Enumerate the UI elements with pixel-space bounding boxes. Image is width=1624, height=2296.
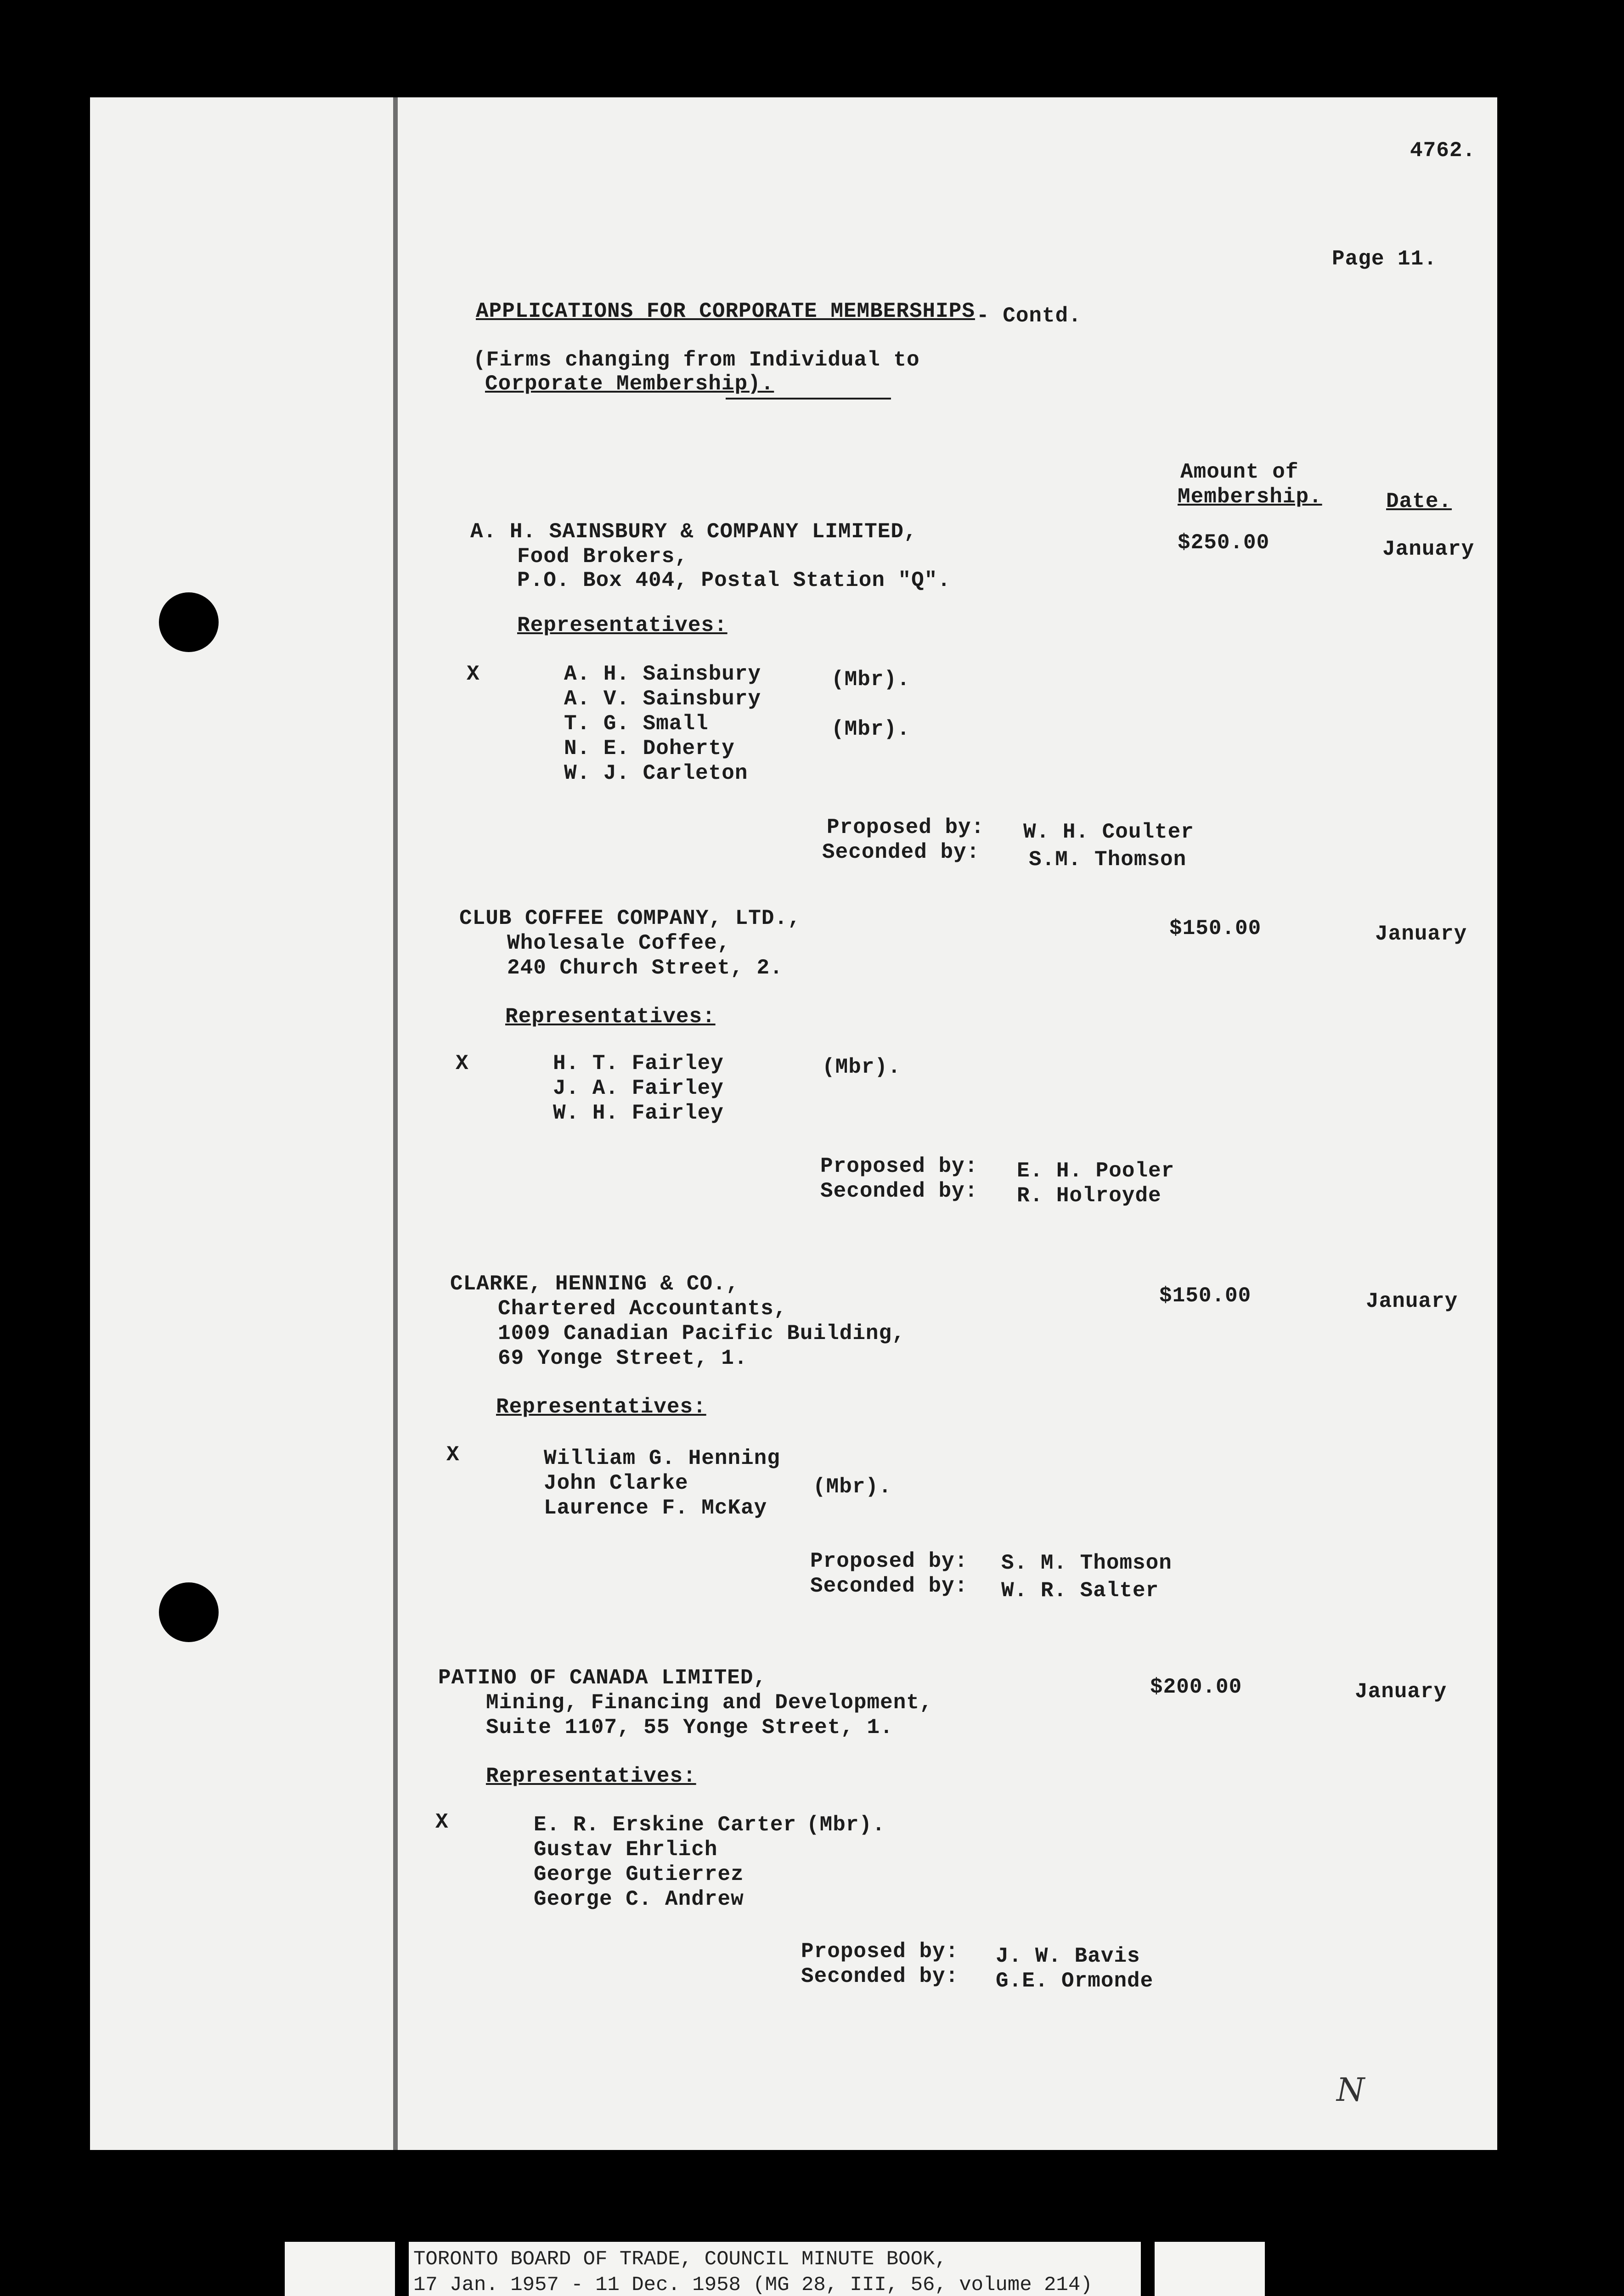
rep-mark: X [456, 1052, 469, 1075]
membership-amount: $200.00 [1150, 1675, 1242, 1699]
rep-role: (Mbr). [806, 1813, 885, 1837]
handwritten-mark: N [1336, 2071, 1365, 2109]
company-line-4: 69 Yonge Street, 1. [498, 1346, 748, 1370]
seconded-by: R. Holroyde [1017, 1184, 1162, 1208]
company-name: CLUB COFFEE COMPANY, LTD., [459, 906, 801, 930]
punch-hole-top [159, 592, 219, 652]
rep-role: (Mbr). [831, 717, 910, 741]
rep-name: Laurence F. McKay [544, 1496, 767, 1520]
proposed-label: Proposed by: [801, 1940, 959, 1964]
proposed-by: W. H. Coulter [1023, 820, 1194, 844]
proposed-label: Proposed by: [810, 1549, 968, 1573]
proposed-by: J. W. Bavis [996, 1944, 1140, 1968]
amount-column-header-2: Membership. [1178, 485, 1322, 509]
company-line-3: 1009 Canadian Pacific Building, [498, 1322, 905, 1345]
seconded-label: Seconded by: [820, 1179, 978, 1203]
membership-amount: $150.00 [1159, 1284, 1252, 1308]
rep-name: W. J. Carleton [564, 761, 748, 785]
punch-hole-bottom [159, 1582, 219, 1642]
company-name: PATINO OF CANADA LIMITED, [438, 1666, 767, 1690]
rep-name: J. A. Fairley [553, 1076, 724, 1100]
company-name: CLARKE, HENNING & CO., [450, 1272, 739, 1296]
membership-date: January [1382, 537, 1475, 561]
amount-column-header-1: Amount of [1180, 460, 1299, 484]
subtitle-rule [726, 398, 891, 400]
company-line-2: Food Brokers, [517, 545, 688, 568]
title-suffix: - Contd. [976, 304, 1082, 328]
rep-name: N. E. Doherty [564, 737, 735, 760]
rep-name: George C. Andrew [534, 1887, 744, 1911]
membership-date: January [1375, 922, 1467, 946]
membership-date: January [1366, 1289, 1458, 1313]
company-line-3: P.O. Box 404, Postal Station "Q". [517, 568, 951, 592]
company-line-3: 240 Church Street, 2. [507, 956, 783, 980]
representatives-label: Representatives: [517, 613, 727, 637]
rep-mark: X [435, 1810, 449, 1834]
rep-mark: X [467, 662, 480, 686]
date-column-header: Date. [1386, 490, 1452, 513]
document-page [90, 97, 1497, 2150]
rep-name: T. G. Small [564, 712, 709, 736]
rep-name: E. R. Erskine Carter [534, 1813, 797, 1837]
source-line-2: 17 Jan. 1957 - 11 Dec. 1958 (MG 28, III, 56, volume 214) [413, 2273, 1093, 2296]
label-tab-left [395, 2242, 409, 2296]
rep-name: A. H. Sainsbury [564, 662, 761, 686]
company-line-2: Wholesale Coffee, [507, 931, 731, 955]
rep-name: John Clarke [544, 1471, 688, 1495]
proposed-label: Proposed by: [827, 816, 985, 839]
rep-name: George Gutierrez [534, 1863, 744, 1886]
seconded-by: S.M. Thomson [1029, 848, 1187, 872]
seconded-label: Seconded by: [810, 1574, 968, 1598]
rep-name: Gustav Ehrlich [534, 1838, 718, 1862]
seconded-label: Seconded by: [822, 840, 980, 864]
proposed-label: Proposed by: [820, 1154, 978, 1178]
rep-role: (Mbr). [831, 668, 910, 692]
rep-role: (Mbr). [813, 1475, 892, 1499]
folio-number: 4762. [1410, 139, 1476, 163]
membership-amount: $250.00 [1178, 531, 1270, 555]
company-line-2: Mining, Financing and Development, [486, 1691, 933, 1715]
label-tab-right [1141, 2242, 1155, 2296]
rep-role: (Mbr). [822, 1055, 901, 1079]
proposed-by: E. H. Pooler [1017, 1159, 1175, 1183]
seconded-by: W. R. Salter [1001, 1579, 1159, 1603]
margin-line [393, 97, 398, 2150]
rep-name: A. V. Sainsbury [564, 687, 761, 711]
subtitle-line-1: (Firms changing from Individual to [473, 348, 920, 372]
seconded-by: G.E. Ormonde [996, 1969, 1154, 1993]
company-name: A. H. SAINSBURY & COMPANY LIMITED, [470, 520, 917, 544]
page-number: Page 11. [1332, 247, 1437, 271]
representatives-label: Representatives: [505, 1005, 716, 1029]
source-line-1: TORONTO BOARD OF TRADE, COUNCIL MINUTE BOOK, [413, 2248, 947, 2271]
subtitle-line-2: Corporate Membership). [485, 372, 774, 396]
representatives-label: Representatives: [496, 1395, 706, 1419]
rep-name: W. H. Fairley [553, 1101, 724, 1125]
company-line-3: Suite 1107, 55 Yonge Street, 1. [486, 1716, 893, 1739]
membership-date: January [1355, 1680, 1447, 1704]
seconded-label: Seconded by: [801, 1964, 959, 1988]
page-title: APPLICATIONS FOR CORPORATE MEMBERSHIPS [476, 299, 975, 323]
representatives-label: Representatives: [486, 1764, 696, 1788]
rep-name: William G. Henning [544, 1446, 780, 1470]
rep-name: H. T. Fairley [553, 1052, 724, 1075]
rep-mark: X [446, 1443, 460, 1467]
company-line-2: Chartered Accountants, [498, 1297, 787, 1321]
proposed-by: S. M. Thomson [1001, 1551, 1172, 1575]
membership-amount: $150.00 [1169, 917, 1262, 940]
